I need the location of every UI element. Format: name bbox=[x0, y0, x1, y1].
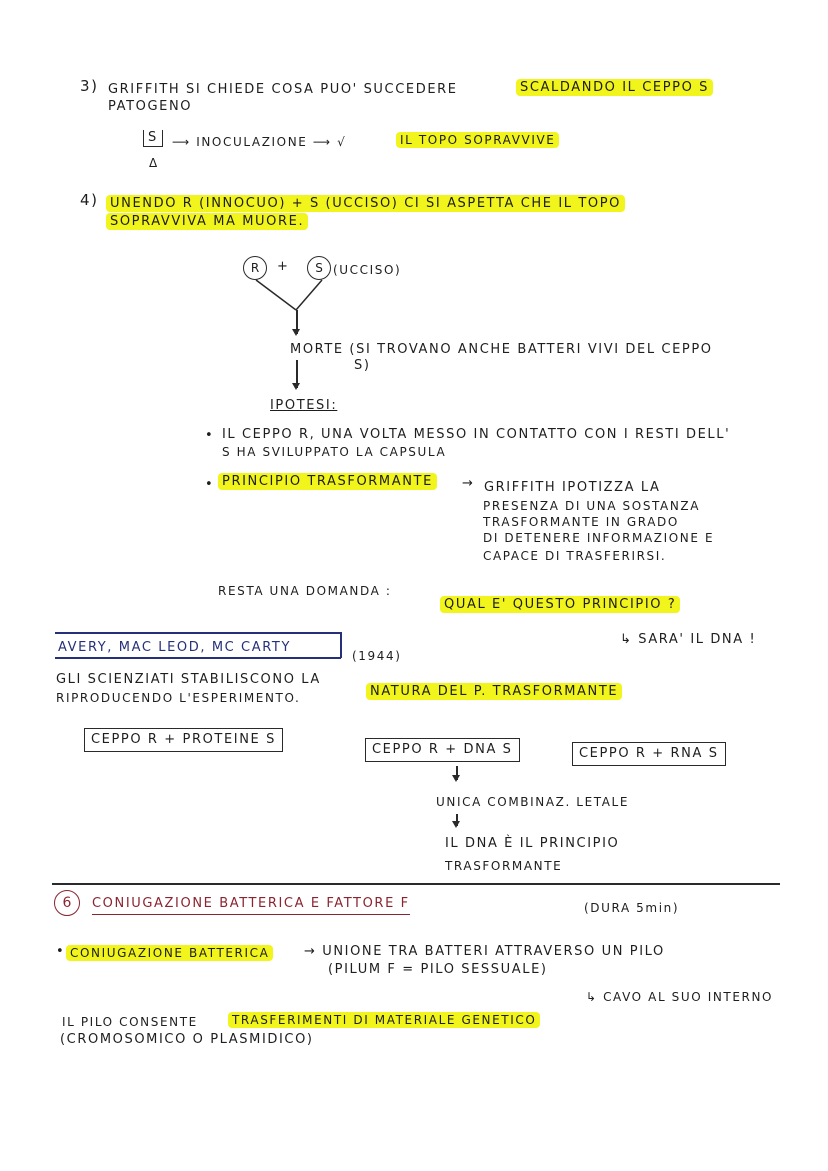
experiment-box-proteins: CEPPO R + PROTEINE S bbox=[84, 728, 283, 752]
pilo-text: IL PILO CONSENTE bbox=[62, 1015, 198, 1029]
question-prefix: RESTA UNA DOMANDA : bbox=[218, 584, 392, 598]
experiment-box-dna: CEPPO R + DNA S bbox=[365, 738, 520, 762]
duration-note: (DURA 5min) bbox=[584, 901, 680, 915]
hypothesis-2-line: DI DETENERE INFORMAZIONE E bbox=[483, 531, 715, 545]
hypothesis-2-line: TRASFORMANTE IN GRADO bbox=[483, 515, 679, 529]
conjugation-term: CONIUGAZIONE BATTERICA bbox=[66, 945, 273, 961]
transforming-principle-term: PRINCIPIO TRASFORMANTE bbox=[218, 474, 437, 490]
section-4-highlight-2: SOPRAVVIVA MA MUORE. bbox=[106, 214, 308, 230]
answer-dna: ↳ SARA' IL DNA ! bbox=[620, 632, 757, 647]
arrow-down-icon bbox=[456, 766, 458, 780]
mouse-survives: IL TOPO SOPRAVVIVE bbox=[396, 132, 559, 148]
arrow-down-icon bbox=[296, 310, 298, 334]
title-underline bbox=[55, 657, 341, 659]
hollow-inside-note: ↳ CAVO AL SUO INTERNO bbox=[586, 990, 774, 1004]
section-3-highlight: SCALDANDO IL CEPPO S bbox=[516, 80, 713, 96]
arrow-right-icon: → bbox=[462, 476, 475, 491]
pilo-highlight: TRASFERIMENTI DI MATERIALE GENETICO bbox=[228, 1012, 540, 1028]
section-6-number: 6 bbox=[54, 890, 80, 916]
title-box-top bbox=[55, 632, 341, 634]
avery-highlight: NATURA DEL P. TRASFORMANTE bbox=[366, 684, 622, 700]
conjugation-definition-cont: (PILUM F = PILO SESSUALE) bbox=[328, 962, 548, 977]
avery-year: (1944) bbox=[352, 649, 402, 663]
death-result-cont: S) bbox=[354, 358, 371, 373]
arrow-down-icon bbox=[296, 360, 298, 388]
inoculation-step: ⟶ INOCULAZIONE ⟶ √ bbox=[172, 135, 347, 149]
hypothesis-2-line: PRESENZA DI UNA SOSTANZA bbox=[483, 499, 701, 513]
section-4-number: 4) bbox=[80, 191, 99, 209]
conjugation-bullet: • bbox=[56, 944, 66, 959]
section-3-text: GRIFFITH SI CHIEDE COSA PUO' SUCCEDERE bbox=[108, 82, 458, 97]
section-6-title: CONIUGAZIONE BATTERICA E FATTORE F bbox=[92, 896, 410, 915]
hypothesis-2-line: CAPACE DI TRASFERIRSI. bbox=[483, 549, 667, 563]
s-killed-note: (UCCISO) bbox=[333, 263, 402, 277]
section-3-text-cont: PATOGENO bbox=[108, 99, 193, 114]
s-strain-circle: S bbox=[307, 256, 331, 280]
hypothesis-1: IL CEPPO R, UNA VOLTA MESSO IN CONTATTO CON I RESTI DELL' bbox=[222, 427, 731, 442]
pilo-text-cont: (CROMOSOMICO O PLASMIDICO) bbox=[60, 1032, 314, 1047]
hypothesis-title: IPOTESI: bbox=[270, 398, 338, 413]
avery-text: GLI SCIENZIATI STABILISCONO LA bbox=[56, 672, 321, 687]
hypothesis-2-line: GRIFFITH IPOTIZZA LA bbox=[484, 480, 661, 495]
heat-icon: Δ bbox=[149, 156, 159, 170]
section-3-number: 3) bbox=[80, 77, 99, 95]
heated-s-box: S bbox=[143, 130, 163, 147]
dna-conclusion: IL DNA È IL PRINCIPIO bbox=[445, 836, 620, 851]
hypothesis-bullet: • bbox=[205, 477, 215, 492]
question-highlight: QUAL E' QUESTO PRINCIPIO ? bbox=[440, 597, 680, 613]
hypothesis-bullet: • bbox=[205, 428, 215, 443]
death-result: MORTE (SI TROVANO ANCHE BATTERI VIVI DEL CEPPO bbox=[290, 342, 713, 357]
hypothesis-1-cont: S HA SVILUPPATO LA CAPSULA bbox=[222, 445, 447, 459]
avery-text-cont: RIPRODUCENDO L'ESPERIMENTO. bbox=[56, 691, 301, 705]
experiment-box-rna: CEPPO R + RNA S bbox=[572, 742, 726, 766]
r-strain-circle: R bbox=[243, 256, 267, 280]
plus-sign: + bbox=[277, 259, 290, 274]
section-divider bbox=[52, 883, 780, 885]
avery-title: AVERY, MAC LEOD, MC CARTY bbox=[58, 640, 291, 655]
dna-conclusion-cont: TRASFORMANTE bbox=[445, 859, 563, 873]
section-4-highlight-1: UNENDO R (INNOCUO) + S (UCCISO) CI SI ASPETTA CHE IL TOPO bbox=[106, 196, 625, 212]
arrow-down-icon bbox=[456, 814, 458, 826]
conjugation-definition: → UNIONE TRA BATTERI ATTRAVERSO UN PILO bbox=[304, 944, 665, 959]
lethal-combination: UNICA COMBINAZ. LETALE bbox=[436, 795, 630, 809]
title-box-side bbox=[340, 632, 342, 658]
merge-lines-icon bbox=[250, 278, 330, 338]
